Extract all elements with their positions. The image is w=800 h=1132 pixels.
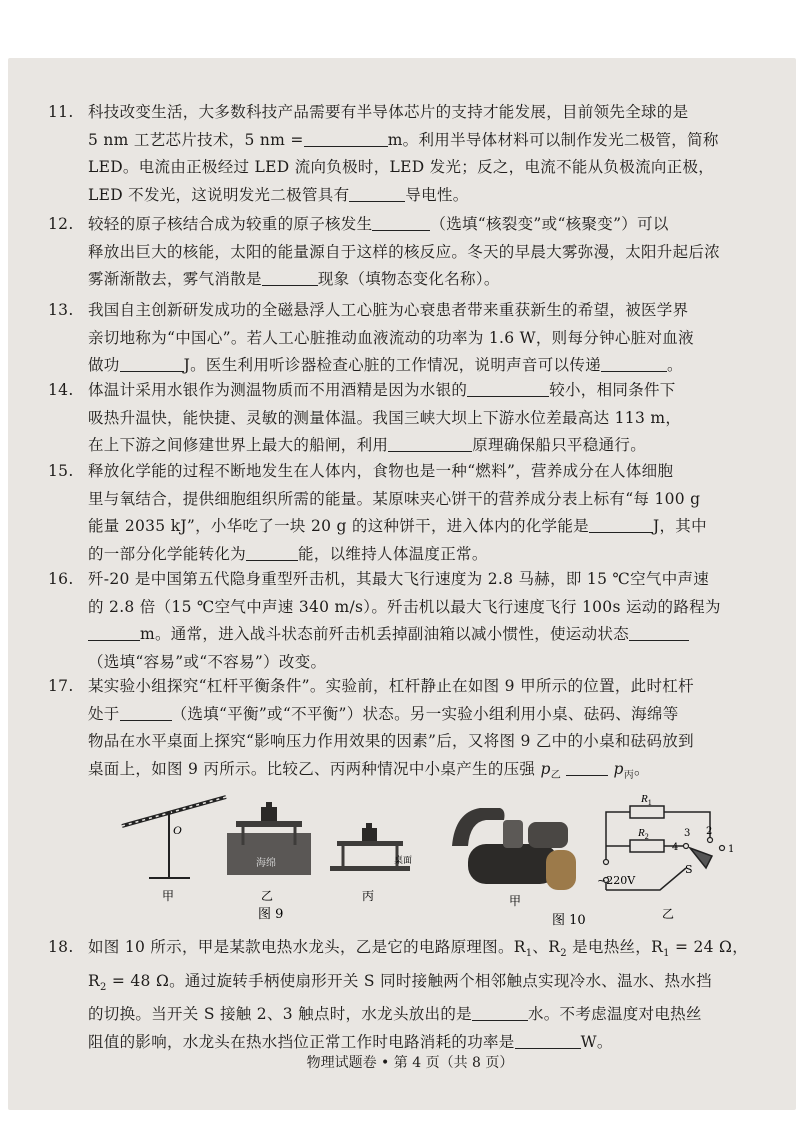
question-text: 某实验小组探究“杠杆平衡条件”。实验前，杠杆静止在如图 9 甲所示的位置，此时杠杆 [88, 677, 694, 695]
weight-knob [366, 823, 372, 828]
faucet-figure [452, 808, 576, 908]
figure-label: 丙 [361, 889, 375, 903]
question-text: 释放出巨大的核能，太阳的能量源自于这样的核反应。冬天的早晨大雾弥漫，太阳升起后浓 [88, 242, 721, 261]
question-text: LED 不发光，这说明发光二极管具有 [88, 185, 350, 204]
figure-caption: 图 9 [258, 907, 284, 922]
faucet-handle [528, 822, 568, 848]
answer-blank[interactable] [515, 1048, 581, 1049]
faucet-cap [546, 850, 576, 890]
question-number: 14. [48, 381, 74, 399]
subscript-label: 乙 [550, 769, 561, 781]
switch-label: S [685, 863, 693, 876]
question-text: m。通常，进入战斗状态前歼击机丢掉副油箱以减小惯性，使运动状态 [140, 625, 629, 643]
question-text: 较轻的原子核结合成为较重的原子核发生 [88, 215, 373, 233]
question-text: 的一部分化学能转化为 [88, 544, 247, 563]
question-text: 。 [634, 759, 650, 778]
svg-text:R2 [637, 827, 649, 841]
pivot-label: O [173, 823, 182, 837]
question-text: 歼-20 是中国第五代隐身重型歼击机，其最大飞行速度为 2.8 马赫，即 15 ℃空气中声速 [88, 570, 710, 588]
question-text: （选填“平衡”或“不平衡”）状态。另一实验小组利用小桌、砝码、海绵等 [171, 704, 679, 723]
question-text: LED。电流由正极经过 LED 流向负极时，LED 发光；反之，电流不能从负极流向正极， [88, 158, 715, 176]
desk-text: 桌面 [394, 856, 413, 866]
figure-label: 乙 [661, 907, 675, 921]
question-text: 体温计采用水银作为测温物质而不用酒精是因为水银的 [88, 381, 468, 399]
question-number: 12. [48, 215, 74, 233]
wire [606, 812, 630, 824]
faucet-body [468, 844, 558, 884]
question-text: 。 [666, 356, 683, 374]
question-text: 我国自主创新研发成功的全磁悬浮人工心脏为心衰患者带来重获新生的希望，被医学界 [88, 301, 689, 319]
question-text: 处于 [88, 704, 120, 723]
answer-blank[interactable] [472, 1020, 528, 1021]
question-text: 科技改变生活，大多数科技产品需要有半导体芯片的支持才能发展，目前领先全球的是 [88, 103, 689, 121]
resistor-r1 [630, 806, 664, 818]
lever-figure [122, 797, 226, 878]
subscript-label: 1 [663, 948, 670, 960]
subscript-label: 1 [525, 948, 533, 960]
pressure-symbol: p [540, 759, 551, 778]
question-text: 水。不考虑温度对电热丝 [527, 1005, 702, 1024]
weight-block [362, 828, 377, 841]
fan-switch [690, 848, 712, 868]
question-text: 现象（填物态变化名称）。 [317, 270, 500, 288]
question-text: 雾渐渐散去，雾气消散是 [88, 270, 262, 288]
subscript-label: 丙 [623, 769, 635, 781]
desk-surface [330, 866, 410, 871]
contact-label: 1 [728, 844, 735, 855]
question-number: 18. [48, 938, 74, 956]
resistor-subscript: 2 [644, 832, 649, 841]
contact-label: 4 [672, 842, 679, 853]
question-text: 5 nm 工艺芯片技术，5 nm = [88, 130, 304, 149]
question-text: J，其中 [652, 517, 707, 535]
weight-knob [266, 802, 272, 807]
question-text: （选填“容易”或“不容易”）改变。 [88, 652, 327, 671]
question-text: （选填“核裂变”或“核聚变”）可以 [430, 215, 669, 233]
question-text: 亲切地称为“中国心”。若人工心脏推动血液流动的功率为 1.6 W，则每分钟心脏对血液 [88, 328, 694, 347]
small-table-top [337, 841, 403, 846]
question-text: 能，以维持人体温度正常。 [298, 544, 488, 563]
contact-label: 3 [684, 828, 691, 839]
small-table-top [236, 821, 302, 827]
sponge-figure [227, 802, 311, 875]
faucet-neck [503, 820, 523, 848]
question-text: 较小，相同条件下 [549, 381, 676, 399]
question-text: 的 2.8 倍（15 ℃空气中声速 340 m/s）。歼击机以最大飞行速度飞行 100s 运动的路程为 [88, 597, 721, 616]
question-number: 16. [48, 570, 74, 588]
question-text: 吸热升温快，能快捷、灵敏的测量体温。我国三峡大坝上下游水位差最高达 113 m， [88, 408, 682, 427]
question-text: m。利用半导体材料可以制作发光二极管，简称 [387, 130, 719, 149]
sponge-text: 海绵 [256, 858, 276, 869]
question-text: R [88, 971, 100, 990]
question-text: 做功 [88, 356, 120, 374]
question-text: W。 [580, 1032, 613, 1051]
figure-label: 甲 [161, 889, 175, 903]
question-text: 原理确保船只平稳通行。 [472, 436, 647, 454]
question-text: 阻值的影响，水龙头在热水挡位正常工作时电路消耗的功率是 [88, 1032, 515, 1051]
page-footer: 物理试题卷 • 第 4 页（共 8 页） [306, 1055, 514, 1071]
figure-label: 乙 [260, 889, 274, 903]
voltage-label: ~220V [597, 874, 636, 887]
question-text: = 48 Ω。通过旋转手柄使扇形开关 S 同时接触两个相邻触点实现冷水、温水、热水挡 [106, 971, 712, 990]
subscript-label: 2 [99, 981, 107, 993]
question-18 [48, 934, 768, 1056]
resistor-r2 [630, 840, 664, 852]
pressure-symbol: p [613, 759, 624, 778]
question-number: 11. [48, 103, 74, 121]
question-number: 15. [48, 462, 74, 480]
question-text: 能量 2035 kJ”，小华吃了一块 20 g 的这种饼干，进入体内的化学能是 [88, 517, 589, 535]
question-text: J。医生利用听诊器检查心脏的工作情况，说明声音可以传递 [183, 356, 601, 374]
question-text: 在上下游之间修建世界上最大的船闸，利用 [88, 436, 389, 454]
question-text: 、R [532, 938, 561, 956]
resistor-label: R [641, 793, 648, 805]
resistor-subscript: 1 [647, 798, 652, 807]
svg-text:R1 [640, 793, 652, 807]
resistor-label: R [638, 827, 645, 839]
subscript-label: 2 [560, 948, 567, 960]
lever-pivot [167, 811, 171, 815]
question-number: 17. [48, 677, 74, 695]
figure-caption: 图 10 [552, 913, 586, 928]
question-text: 桌面上，如图 9 丙所示。比较乙、丙两种情况中小桌产生的压强 [88, 759, 536, 778]
question-text: 是电热丝，R [566, 938, 664, 956]
question-text: 导电性。 [405, 185, 469, 204]
question-text: 物品在水平桌面上探究“影响压力作用效果的因素”后，又将图 9 乙中的小桌和砝码放到 [88, 732, 694, 750]
question-text: = 24 Ω， [669, 938, 748, 956]
question-text: 的切换。当开关 S 接触 2、3 触点时，水龙头放出的是 [88, 1005, 472, 1024]
contact-label: 2 [706, 826, 713, 837]
question-text: 如图 10 所示，甲是某款电热水龙头，乙是它的电路原理图。R [88, 938, 526, 956]
weight-block [261, 807, 277, 821]
figure-label: 甲 [508, 894, 522, 908]
desk-figure [330, 823, 412, 871]
question-number: 13. [48, 301, 74, 319]
question-text: 释放化学能的过程不断地发生在人体内，食物也是一种“燃料”，营养成分在人体细胞 [88, 462, 674, 480]
question-text: 里与氧结合，提供细胞组织所需的能量。某原味夹心饼干的营养成分表上标有“每 100 g [88, 489, 701, 508]
faucet-spout [452, 808, 505, 846]
